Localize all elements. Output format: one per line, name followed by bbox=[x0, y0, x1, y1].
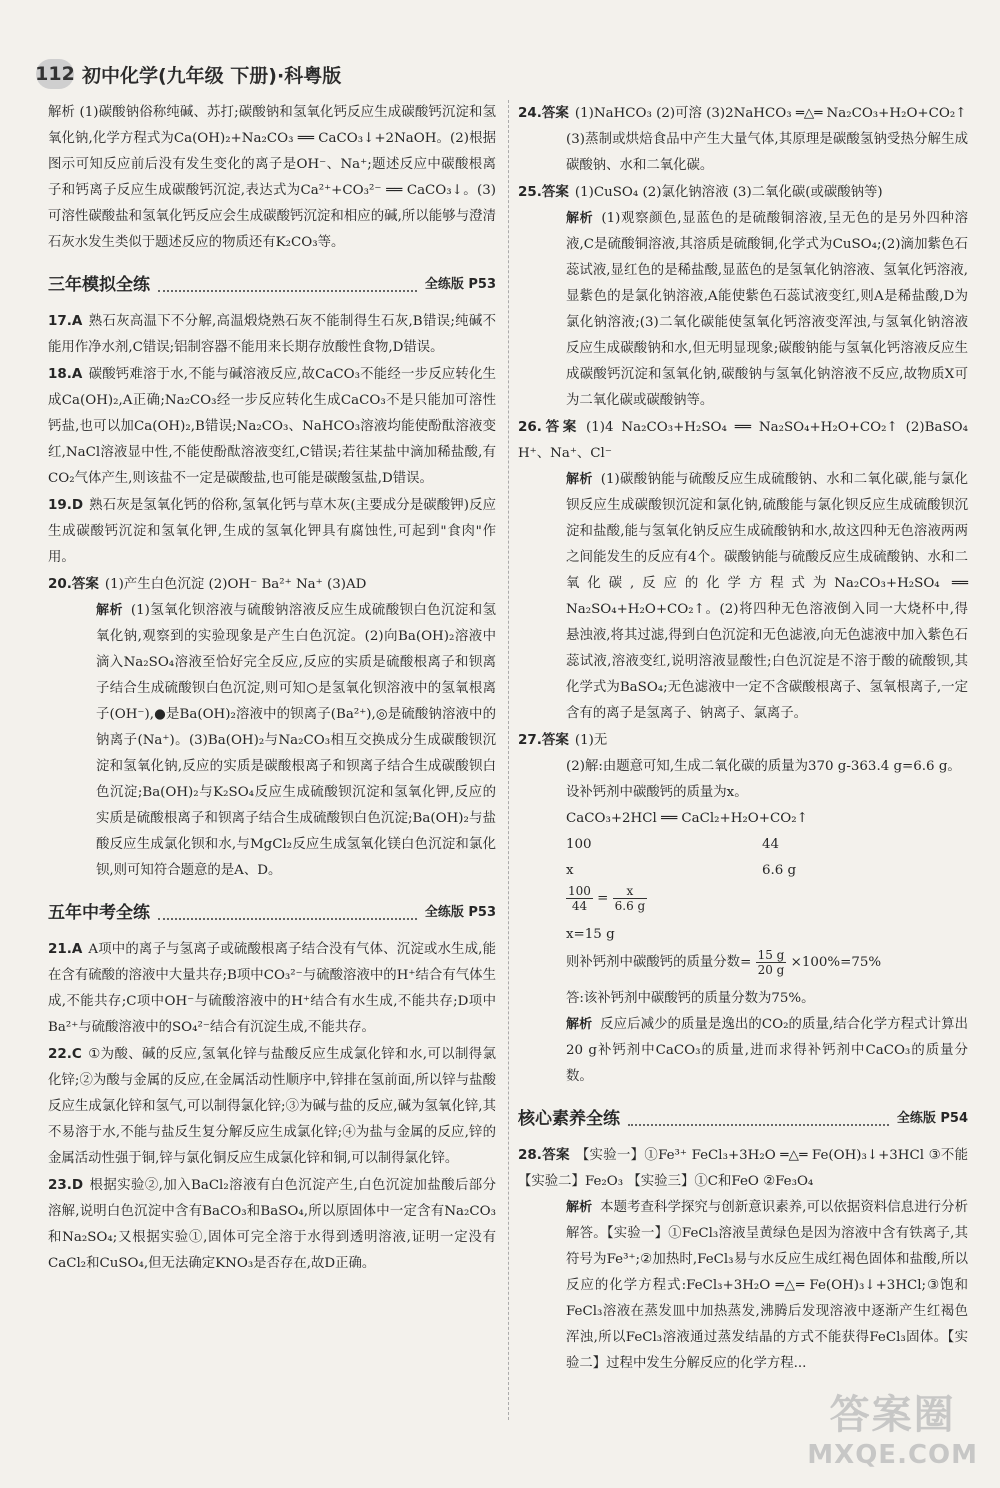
section-divider bbox=[628, 1124, 889, 1126]
analysis-text: 反应后减少的质量是逸出的CO₂的质量,结合化学方程式计算出20 g补钙剂中CaCO₃的质量,进而求得补钙剂中CaCO₃的质量分数。 bbox=[566, 1017, 968, 1084]
section-five-year bbox=[48, 898, 496, 926]
question-24-extra: (3)蒸制或烘焙食品中产生大量气体,其原理是碳酸氢钠受热分解生成碳酸钠、水和二氧化碳。 bbox=[566, 132, 968, 173]
left-column bbox=[48, 100, 496, 1277]
analysis-label: 解析 bbox=[566, 211, 594, 226]
fraction bbox=[566, 884, 593, 913]
question-number: 19.D bbox=[48, 497, 84, 513]
question-27-analysis bbox=[518, 1012, 968, 1090]
analysis-label: 解析 bbox=[566, 1017, 593, 1032]
question-20-analysis bbox=[48, 598, 496, 884]
watermark-text: 答案圈 bbox=[829, 1392, 956, 1438]
question-28-analysis bbox=[518, 1195, 968, 1377]
fraction bbox=[756, 948, 787, 977]
question-number: 23.D bbox=[48, 1177, 84, 1193]
question-text: 根据实验②,加入BaCl₂溶液有白色沉淀产生,白色沉淀加盐酸后部分溶解,说明白色沉淀中含有BaCO₃和BaSO₄,所以原固体中一定含有Na₂CO₃和Na₂SO₄;又根据实验①,固体可完全溶于水得到透明溶液,证明一定没有CaCl₂和CuSO₄,但无法确定KNO₃是否存在,故D正确。 bbox=[48, 1178, 496, 1271]
answer-text: 【实验一】①Fe³⁺ FeCl₃+3H₂O ═△═ Fe(OH)₃↓+3HCl ③不能 【实验二】Fe₂O₃ 【实验三】①C和FeO ②Fe₃O₄ bbox=[518, 1148, 968, 1189]
right-column bbox=[518, 100, 968, 1377]
mass-value: x bbox=[566, 863, 574, 878]
question-21 bbox=[48, 936, 496, 1041]
solution-conclusion: 答:该补钙剂中碳酸钙的质量分数为75%。 bbox=[566, 991, 815, 1006]
question-26-answer bbox=[518, 414, 968, 467]
mass-value: 100 bbox=[566, 837, 592, 852]
question-number: 18.A bbox=[48, 366, 83, 382]
mass-row bbox=[566, 858, 968, 884]
percentage-suffix: ×100%=75% bbox=[790, 955, 882, 970]
question-text: ①为酸、碱的反应,氢氧化锌与盐酸反应生成氯化锌和水,可以制得氯化锌;②为酸与金属的反应,在金属活动性顺序中,锌排在氢前面,所以锌与盐酸反应生成氯化锌和氢气,可以制得氯化锌;③为碱与盐的反应,碱为氢氧化锌,其不易溶于水,不能与盐反生复分解反应生成氯化锌;④为盐与金属的反应,锌的金属活动性强于铜,锌与氯化铜反应生成氯化锌和铜,可以制得氯化锌。 bbox=[48, 1047, 496, 1166]
denominator: 6.6 g bbox=[614, 899, 646, 913]
section-title: 核心素养全练 bbox=[518, 1109, 620, 1129]
question-27-solution bbox=[518, 754, 968, 1012]
question-19 bbox=[48, 492, 496, 571]
section-title: 五年中考全练 bbox=[48, 903, 150, 923]
question-text: 熟石灰是氢氧化钙的俗称,氢氧化钙与草木灰(主要成分是碳酸钾)反应生成碳酸钙沉淀和氢氧化钾,生成的氢氧化钾具有腐蚀性,可起到"食肉"作用。 bbox=[48, 498, 496, 565]
question-number: 17.A bbox=[48, 313, 83, 329]
question-27-answer bbox=[518, 727, 968, 754]
question-number: 24.答案 bbox=[518, 105, 569, 121]
numerator: x bbox=[613, 884, 648, 899]
question-number: 22.C bbox=[48, 1046, 82, 1062]
analysis-label: 解析 bbox=[96, 603, 123, 618]
numerator: 100 bbox=[568, 884, 591, 898]
question-18 bbox=[48, 361, 496, 492]
watermark-logo bbox=[807, 1383, 978, 1470]
question-number: 27.答案 bbox=[518, 732, 569, 748]
answer-text: (1)无 bbox=[574, 733, 608, 748]
question-number: 25.答案 bbox=[518, 184, 569, 200]
page-header bbox=[36, 56, 341, 92]
section-core-literacy bbox=[518, 1104, 968, 1132]
numerator: 15 g bbox=[757, 948, 785, 962]
denominator: 20 g bbox=[757, 963, 785, 977]
solution-result: x=15 g bbox=[566, 927, 615, 942]
watermark-url: MXQE.COM bbox=[807, 1440, 978, 1470]
question-text: 碳酸钙难溶于水,不能与碱溶液反应,故CaCO₃不能经一步反应转化生成Ca(OH)₂,A正确;Na₂CO₃经一步反应转化生成CaCO₃不是只能加可溶性钙盐,也可以加Ca(OH)₂,B错误;Na₂CO₃、NaHCO₃溶液均能使酚酞溶液变红,NaCl溶液显中性,不能使酚酞溶液变红,C错误;若往某盐中滴加稀盐酸,有CO₂气体产生,则该盐不一定是碳酸盐,也可能是碳酸氢盐,D错误。 bbox=[48, 367, 496, 486]
question-number: 26.答案 bbox=[518, 419, 580, 435]
section-divider bbox=[158, 290, 417, 292]
analysis-label: 解析 bbox=[566, 472, 593, 487]
intro-analysis: 解析 (1)碳酸钠俗称纯碱、苏打;碳酸钠和氢氧化钙反应生成碳酸钙沉淀和氢氧化钠,化学方程式为Ca(OH)₂+Na₂CO₃ ══ CaCO₃↓+2NaOH。(2)根据图示可知反应前后没有发生变化的离子是OH⁻、Na⁺;题述反应中碳酸根离子和钙离子反应生成碳酸钙沉淀,表达式为Ca²⁺+CO₃²⁻ ══ CaCO₃↓。(3)可溶性碳酸盐和氢氧化钙反应会生成碳酸钙沉淀和相应的碱,所以能够与澄清石灰水发生类似于题述反应的物质还有K₂CO₃等。 bbox=[48, 105, 496, 250]
chemical-equation: CaCO₃+2HCl ══ CaCl₂+H₂O+CO₂↑ bbox=[566, 811, 808, 826]
analysis-text: (1)碳酸钠能与硫酸反应生成硫酸钠、水和二氧化碳,能与氯化钡反应生成碳酸钡沉淀和氯化钠,硫酸能与氯化钡反应生成硫酸钡沉淀和盐酸,能与氢氧化钠反应生成硫酸钠和水,故这四种无色溶液两两之间能发生的反应有4个。碳酸钠能与硫酸反应生成硫酸钠、水和二氧化碳,反应的化学方程式为Na₂CO₃+H₂SO₄ ══ Na₂SO₄+H₂O+CO₂↑。(2)将四种无色溶液倒入同一大烧杯中,得悬浊液,将其过滤,得到白色沉淀和无色滤液,向无色滤液中加入紫色石蕊试液,溶液变红,说明溶液显酸性;白色沉淀是不溶于酸的硫酸钡,其化学式为BaSO₄;无色滤液中一定不含碳酸根离子、氢氧根离子,一定含有的离子是氢离子、钠离子、氯离子。 bbox=[566, 472, 968, 721]
question-23 bbox=[48, 1172, 496, 1277]
section-ref: 全练版 P53 bbox=[424, 277, 496, 292]
analysis-text: (1)观察颜色,显蓝色的是硫酸铜溶液,呈无色的是另外四种溶液,C是硫酸铜溶液,其溶质是硫酸铜,化学式为CuSO₄;(2)滴加紫色石蕊试液,显红色的是稀盐酸,显蓝色的是氢氧化钠溶液、氢氧化钙溶液,显紫色的是氯化钠溶液,A能使紫色石蕊试液变红,则A是稀盐酸,D为氯化钠溶液;(3)二氧化碳能使氢氧化钙溶液变浑浊,与氢氧化钠溶液反应生成碳酸钠和水,但无明显现象;碳酸钠能与氢氧化钙溶液反应生成碳酸钙沉淀和氢氧化钠,碳酸钠与氢氧化钠溶液不反应,故物质X可为二氧化碳或碳酸钠等。 bbox=[566, 211, 968, 408]
ratio-equation: $\frac{100}{44}$ = $\frac{x}{6.6 g}$ bbox=[568, 884, 646, 913]
mass-value: 6.6 g bbox=[762, 863, 797, 878]
section-three-year bbox=[48, 270, 496, 298]
answer-text: (1)CuSO₄ (2)氯化钠溶液 (3)二氧化碳(或碳酸钠等) bbox=[574, 185, 883, 200]
question-number: 20.答案 bbox=[48, 576, 99, 592]
fraction bbox=[613, 884, 648, 913]
question-20-answer bbox=[48, 571, 496, 598]
answer-text: (1)4 Na₂CO₃+H₂SO₄ ══ Na₂SO₄+H₂O+CO₂↑ (2)BaSO₄ H⁺、Na⁺、Cl⁻ bbox=[518, 420, 968, 461]
percentage-prefix: 则补钙剂中碳酸钙的质量分数= bbox=[566, 955, 752, 970]
solution-line: 设补钙剂中碳酸钙的质量为x。 bbox=[566, 785, 748, 800]
section-title: 三年模拟全练 bbox=[48, 275, 150, 295]
section-divider bbox=[158, 918, 417, 920]
answer-text: (1)产生白色沉淀 (2)OH⁻ Ba²⁺ Na⁺ (3)AD bbox=[104, 577, 367, 592]
question-17 bbox=[48, 308, 496, 361]
mass-value: 44 bbox=[762, 837, 780, 852]
percentage-line bbox=[566, 948, 968, 986]
analysis-text: (1)氢氧化钡溶液与硫酸钠溶液反应生成硫酸钡白色沉淀和氢氧化钠,观察到的实验现象是产生白色沉淀。(2)向Ba(OH)₂溶液中滴入Na₂SO₄溶液至恰好完全反应,反应的实质是硫酸根离子和钡离子结合生成硫酸钡白色沉淀,则可知○是氢氧化钡溶液中的氢氧根离子(OH⁻),●是Ba(OH)₂溶液中的钡离子(Ba²⁺),◎是硫酸钠溶液中的钠离子(Na⁺)。(3)Ba(OH)₂与Na₂CO₃相互交换成分生成碳酸钡沉淀和氢氧化钠,反应的实质是碳酸根离子和钡离子结合生成碳酸钡白色沉淀;Ba(OH)₂与K₂SO₄反应生成硫酸钡沉淀和氢氧化钾,反应的实质是硫酸根离子和钡离子结合生成硫酸钡白色沉淀;Ba(OH)₂与盐酸反应生成氯化钡和水,与MgCl₂反应生成氢氧化镁白色沉淀和氯化钡,则可知符合题意的是A、D。 bbox=[96, 603, 496, 878]
question-25-analysis bbox=[518, 206, 968, 414]
question-26-analysis bbox=[518, 467, 968, 727]
section-ref: 全练版 P54 bbox=[896, 1111, 968, 1126]
mass-row bbox=[566, 832, 968, 858]
page-title: 初中化学(九年级 下册)·科粤版 bbox=[82, 64, 342, 87]
question-text: A项中的离子与氢离子或硫酸根离子结合没有气体、沉淀或水生成,能在含有硫酸的溶液中大量共存;B项中CO₃²⁻与硫酸溶液中的H⁺结合有气体生成,不能共存;C项中OH⁻与硫酸溶液中的H⁺结合有水生成,不能共存;D项中Ba²⁺与硫酸溶液中的SO₄²⁻结合有沉淀生成,不能共存。 bbox=[48, 942, 496, 1035]
denominator: 44 bbox=[571, 899, 588, 913]
answer-text: (1)NaHCO₃ (2)可溶 (3)2NaHCO₃ ═△═ Na₂CO₃+H₂O+CO₂↑ bbox=[574, 106, 967, 121]
analysis-text: 本题考查科学探究与创新意识素养,可以依据资料信息进行分析解答。【实验一】①FeCl₃溶液呈黄绿色是因为溶液中含有铁离子,其符号为Fe³⁺;②加热时,FeCl₃易与水反应生成红褐色固体和盐酸,所以反应的化学方程式:FeCl₃+3H₂O ═△═ Fe(OH)₃↓+3HCl;③饱和FeCl₃溶液在蒸发皿中加热蒸发,沸腾后发现溶液中逐渐产生红褐色浑浊,所以FeCl₃溶液通过蒸发结晶的方式不能获得FeCl₃固体。【实验二】过程中发生分解反应的化学方程... bbox=[566, 1200, 968, 1371]
page-number: 112 bbox=[36, 59, 74, 89]
column-divider bbox=[508, 100, 509, 1420]
question-22 bbox=[48, 1041, 496, 1172]
question-24-answer bbox=[518, 100, 968, 127]
question-25-answer bbox=[518, 179, 968, 206]
section-ref: 全练版 P53 bbox=[424, 905, 496, 920]
question-number: 28.答案 bbox=[518, 1147, 570, 1163]
question-number: 21.A bbox=[48, 941, 83, 957]
question-28-answer bbox=[518, 1142, 968, 1195]
question-text: 熟石灰高温下不分解,高温煅烧熟石灰不能制得生石灰,B错误;纯碱不能用作净水剂,C错误;铝制容器不能用来长期存放酸性食物,D错误。 bbox=[48, 314, 496, 355]
analysis-label: 解析 bbox=[566, 1200, 593, 1215]
solution-line: (2)解:由题意可知,生成二氧化碳的质量为370 g-363.4 g=6.6 g。 bbox=[566, 759, 961, 774]
